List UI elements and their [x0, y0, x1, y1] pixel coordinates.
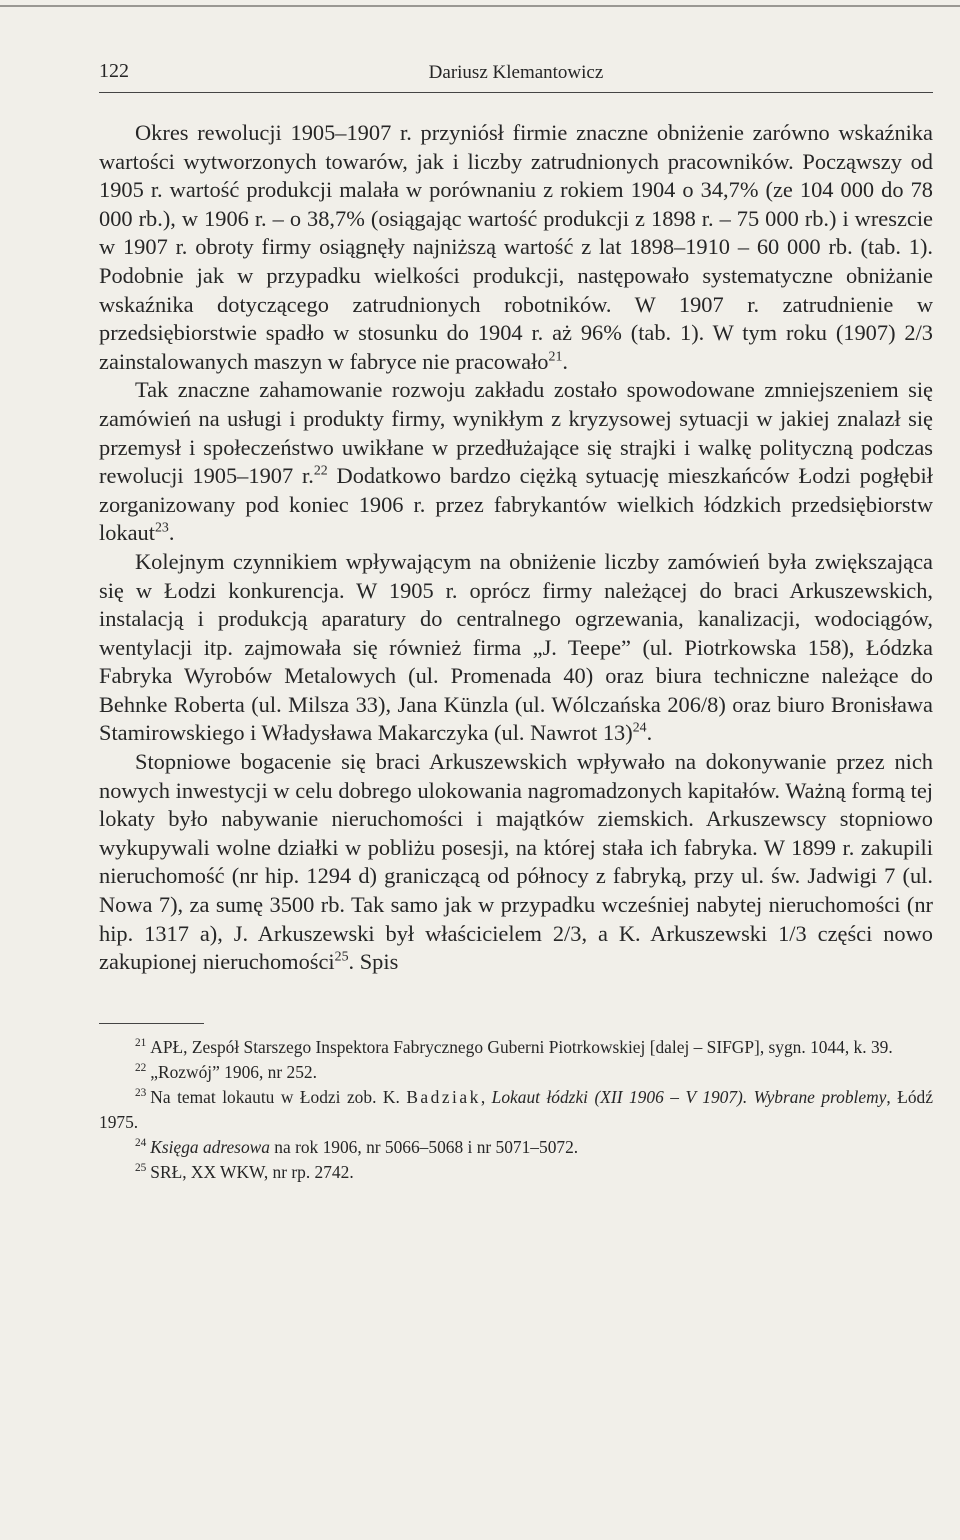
paragraph-2-tail: .	[168, 520, 175, 546]
footnote-text-post: , Łódź 1975.	[99, 1086, 933, 1132]
footnote-work-title: Lokaut łódzki (XII 1906 – V 1907). Wybrane problemy	[491, 1086, 887, 1107]
running-head	[99, 56, 933, 93]
footnote-ref-23[interactable]: 23	[154, 520, 169, 536]
footnote-text-pre: Na temat lokautu w Łodzi zob. K.	[150, 1086, 407, 1107]
paragraph-4	[99, 748, 933, 977]
footnote-text-mid: ,	[480, 1086, 492, 1107]
page	[99, 56, 933, 1185]
scan-top-edge	[0, 5, 960, 7]
paragraph-4-text: Stopniowe bogacenie się braci Arkuszewskich wpływało na dokonywanie przez nich nowych inwestycji w celu dobrego ulokowania nagromadzonych kapitałów. Ważną formą tej lokaty było nabywanie nieruchomości i majątków ziemskich. Arkuszewscy stopniowo wykupywali wolne działki w pobliżu posesji, na której stała ich fabryka. W 1899 r. zakupili nieruchomość (nr hip. 1294 d) graniczącą od północy z fabryką, przy ul. św. Jadwigi 7 (ul. Nowa 7), za sumę 3500 rb. Tak samo jak w przypadku wcześniej nabytej nieruchomości (nr hip. 1317 a), J. Arkuszewski był właścicielem 2/3, a K. Arkuszewski 1/3 części nowo zakupionej nieruchomości	[99, 749, 933, 975]
footnote-text: APŁ, Zespół Starszego Inspektora Fabrycznego Guberni Piotrkowskiej [dalej – SIFGP], sygn. 1044, k. 39.	[150, 1036, 893, 1057]
footnote-ref-21[interactable]: 21	[548, 349, 563, 365]
footnote-ref-24[interactable]: 24	[632, 721, 647, 736]
footnote-22	[99, 1060, 933, 1085]
paragraph-4-tail: . Spis	[348, 949, 399, 975]
footnote-number: 22	[135, 1062, 147, 1075]
paragraph-2-text: Tak znaczne zahamowanie rozwoju zakładu zostało spowodowane zmniejszeniem się zamówień na usługi i produkty firmy, wynikłym z kryzysowej sytuacji w jakiej znalazł się przemysł i społeczeństwo uwikłane w przedłużające się strajki i walkę polityczną podczas rewolucji 1905–1907 r.	[99, 377, 933, 489]
paragraph-3-tail: .	[646, 720, 653, 746]
footnotes	[99, 1035, 933, 1185]
paragraph-2-text-cont: Dodatkowo bardzo ciężką sytuację mieszkańców Łodzi pogłębił zorganizowany pod koniec 1906 r. przez fabrykantów wielkich łódzkich przedsiębiorstw lokaut	[99, 463, 934, 546]
footnote-text-post: na rok 1906, nr 5066–5068 i nr 5071–5072.	[269, 1136, 579, 1157]
footnote-text: „Rozwój” 1906, nr 252.	[150, 1061, 317, 1082]
body-text	[99, 119, 933, 977]
footnote-25	[99, 1160, 933, 1185]
footnote-text: SRŁ, XX WKW, nr rp. 2742.	[150, 1161, 354, 1182]
paragraph-3	[99, 548, 933, 748]
paragraph-1	[99, 119, 933, 376]
running-title: Dariusz Klemantowicz	[428, 62, 604, 83]
paragraph-1-text: Okres rewolucji 1905–1907 r. przyniósł firmie znaczne obniżenie zarówno wskaźnika wartości wytworzonych towarów, jak i liczby zatrudnionych pracowników. Począwszy od 1905 r. wartość produkcji malała w porównaniu z rokiem 1904 o 34,7% (ze 104 000 do 78 000 rb.), w 1906 r. – o 38,7% (osiągając wartość produkcji z 1898 r. – 75 000 rb.) i wreszcie w 1907 r. obroty firmy osiągnęły najniższą wartość z lat 1898–1910 – 60 000 rb. (tab. 1). Podobnie jak w przypadku wielkości produkcji, następowało systematyczne obniżanie wskaźnika dotyczącego zatrudnionych robotników. W 1907 r. zatrudnienie w przedsiębiorstwie spadło w stosunku do 1904 r. aż 96% (tab. 1). W tym roku (1907) 2/3 zainstalowanych maszyn w fabryce nie pracowało	[99, 120, 933, 374]
footnote-work-title: Księga adresowa	[150, 1136, 270, 1157]
footnote-number: 21	[135, 1037, 147, 1050]
footnote-author: Badziak	[406, 1086, 481, 1107]
footnote-23	[99, 1085, 933, 1135]
footnote-ref-25[interactable]: 25	[334, 949, 349, 965]
footnote-number: 24	[135, 1137, 147, 1150]
footnote-21	[99, 1035, 933, 1060]
footnote-number: 23	[135, 1087, 147, 1100]
paragraph-2	[99, 376, 933, 548]
footnote-number: 25	[135, 1162, 147, 1175]
footnote-separator	[99, 1023, 204, 1024]
footnote-ref-22[interactable]: 22	[313, 463, 328, 479]
page-number: 122	[99, 60, 129, 82]
footnote-24	[99, 1135, 933, 1160]
paragraph-3-text: Kolejnym czynnikiem wpływającym na obniżenie liczby zamówień była zwiększająca się w Łodzi konkurencja. W 1905 r. oprócz firmy należącej do braci Arkuszewskich, instalacją i produkcją aparatury do centralnego ogrzewania, kanalizacji, wodociągów, wentylacji itp. zajmowała się również firma „J. Teepe” (ul. Piotrkowska 158), Łódzka Fabryka Wyrobów Metalowych (ul. Promenada 40) oraz biura techniczne należące do Behnke Roberta (ul. Milsza 33), Jana Künzla (ul. Wólczańska 206/8) oraz biuro Bronisława Stamirowskiego i Władysława Makarczyka (ul. Nawrot 13)	[99, 548, 933, 746]
paragraph-1-tail: .	[562, 348, 568, 374]
